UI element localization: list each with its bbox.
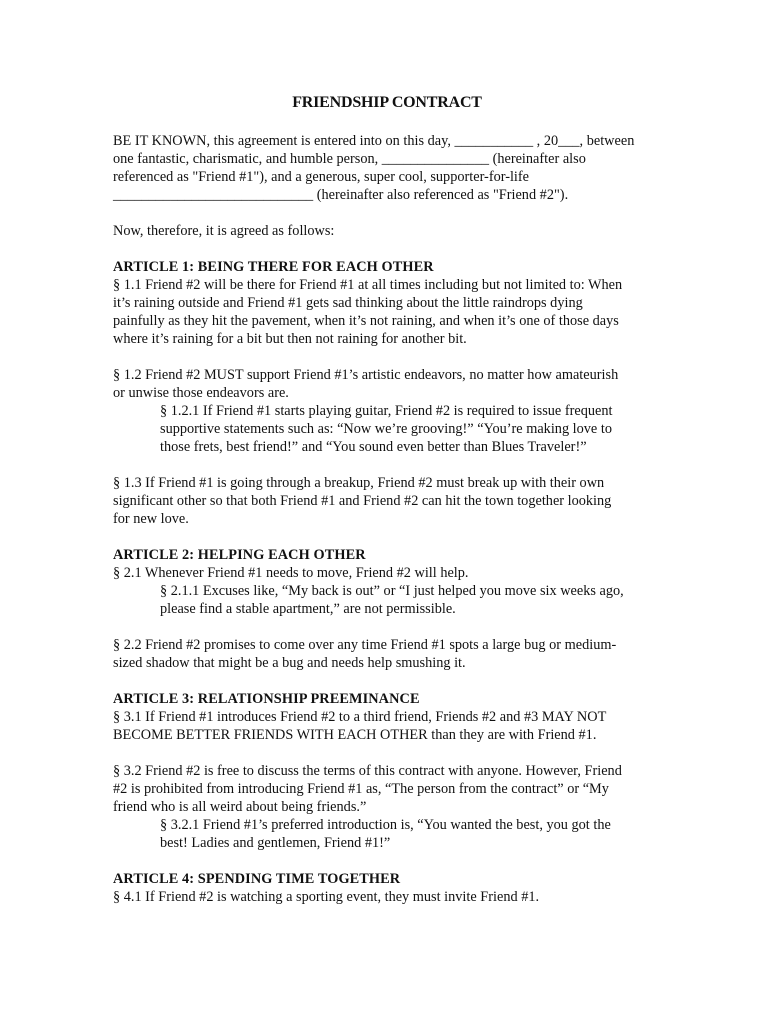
clause [113,888,673,906]
text-line: it’s raining outside and Friend #1 gets sad thinking about the little raindrops dying [113,295,583,311]
text-line: where it’s raining for a bit but then not raining for another bit. [113,331,467,347]
document-body [113,132,673,906]
text-line: BECOME BETTER FRIENDS WITH EACH OTHER than they are with Friend #1. [113,727,597,743]
text-line: § 1.2.1 If Friend #1 starts playing guitar, Friend #2 is required to issue frequent [160,403,613,419]
text-line: § 1.2 Friend #2 MUST support Friend #1’s artistic endeavors, no matter how amateurish [113,367,619,383]
text-line: best! Ladies and gentlemen, Friend #1!” [160,835,391,851]
article-heading [113,546,673,564]
sub-clause [113,402,673,456]
text-line: Now, therefore, it is agreed as follows: [113,223,335,239]
clause [113,564,673,582]
document-title: FRIENDSHIP CONTRACT [292,94,482,111]
text-line: § 2.1 Whenever Friend #1 needs to move, Friend #2 will help. [113,565,469,581]
article-heading [113,690,673,708]
text-line: BE IT KNOWN, this agreement is entered into on this day, ___________ , 20___, between [113,133,635,149]
text-line: ____________________________ (hereinafter also referenced as "Friend #2"). [113,187,569,203]
text-line: § 3.1 If Friend #1 introduces Friend #2 to a third friend, Friends #2 and #3 MAY NOT [113,709,607,725]
text-line: ARTICLE 2: HELPING EACH OTHER [113,547,366,563]
text-line: ARTICLE 4: SPENDING TIME TOGETHER [113,871,401,887]
text-line: please find a stable apartment,” are not permissible. [160,601,456,617]
text-line: ARTICLE 1: BEING THERE FOR EACH OTHER [113,259,434,275]
text-line: § 2.2 Friend #2 promises to come over any time Friend #1 spots a large bug or medium- [113,637,617,653]
text-line: § 4.1 If Friend #2 is watching a sporting event, they must invite Friend #1. [113,889,540,905]
document-page [113,94,673,906]
text-line: or unwise those endeavors are. [113,385,289,401]
text-line: supportive statements such as: “Now we’re grooving!” “You’re making love to [160,421,612,437]
text-line: ARTICLE 3: RELATIONSHIP PREEMINANCE [113,691,420,707]
text-line: significant other so that both Friend #1 and Friend #2 can hit the town together looking [113,493,612,509]
text-line: one fantastic, charismatic, and humble person, _______________ (hereinafter also [113,151,586,167]
text-line: those frets, best friend!” and “You sound even better than Blues Traveler!” [160,439,587,455]
preamble [113,132,673,204]
paragraph [113,276,673,348]
text-line: § 1.3 If Friend #1 is going through a breakup, Friend #2 must break up with their own [113,475,605,491]
text-line: § 2.1.1 Excuses like, “My back is out” or “I just helped you move six weeks ago, [160,583,624,599]
text-line: § 3.2.1 Friend #1’s preferred introduction is, “You wanted the best, you got the [160,817,611,833]
text-line: referenced as "Friend #1"), and a generous, super cool, supporter-for-life [113,169,530,185]
paragraph [113,222,673,240]
text-line: friend who is all weird about being friends.” [113,799,367,815]
sub-clause [113,582,673,618]
paragraph [113,474,673,528]
article-heading [113,870,673,888]
sub-clause [113,816,673,852]
text-line: for new love. [113,511,189,527]
clause [113,366,673,402]
paragraph [113,708,673,744]
text-line: sized shadow that might be a bug and needs help smushing it. [113,655,466,671]
clause [113,762,673,816]
text-line: #2 is prohibited from introducing Friend #1 as, “The person from the contract” or “My [113,781,609,797]
article-heading [113,258,673,276]
text-line: painfully as they hit the pavement, when it’s not raining, and when it’s one of those days [113,313,619,329]
text-line: § 3.2 Friend #2 is free to discuss the terms of this contract with anyone. However, Friend [113,763,622,779]
paragraph [113,636,673,672]
text-line: § 1.1 Friend #2 will be there for Friend #1 at all times including but not limited to: When [113,277,623,293]
